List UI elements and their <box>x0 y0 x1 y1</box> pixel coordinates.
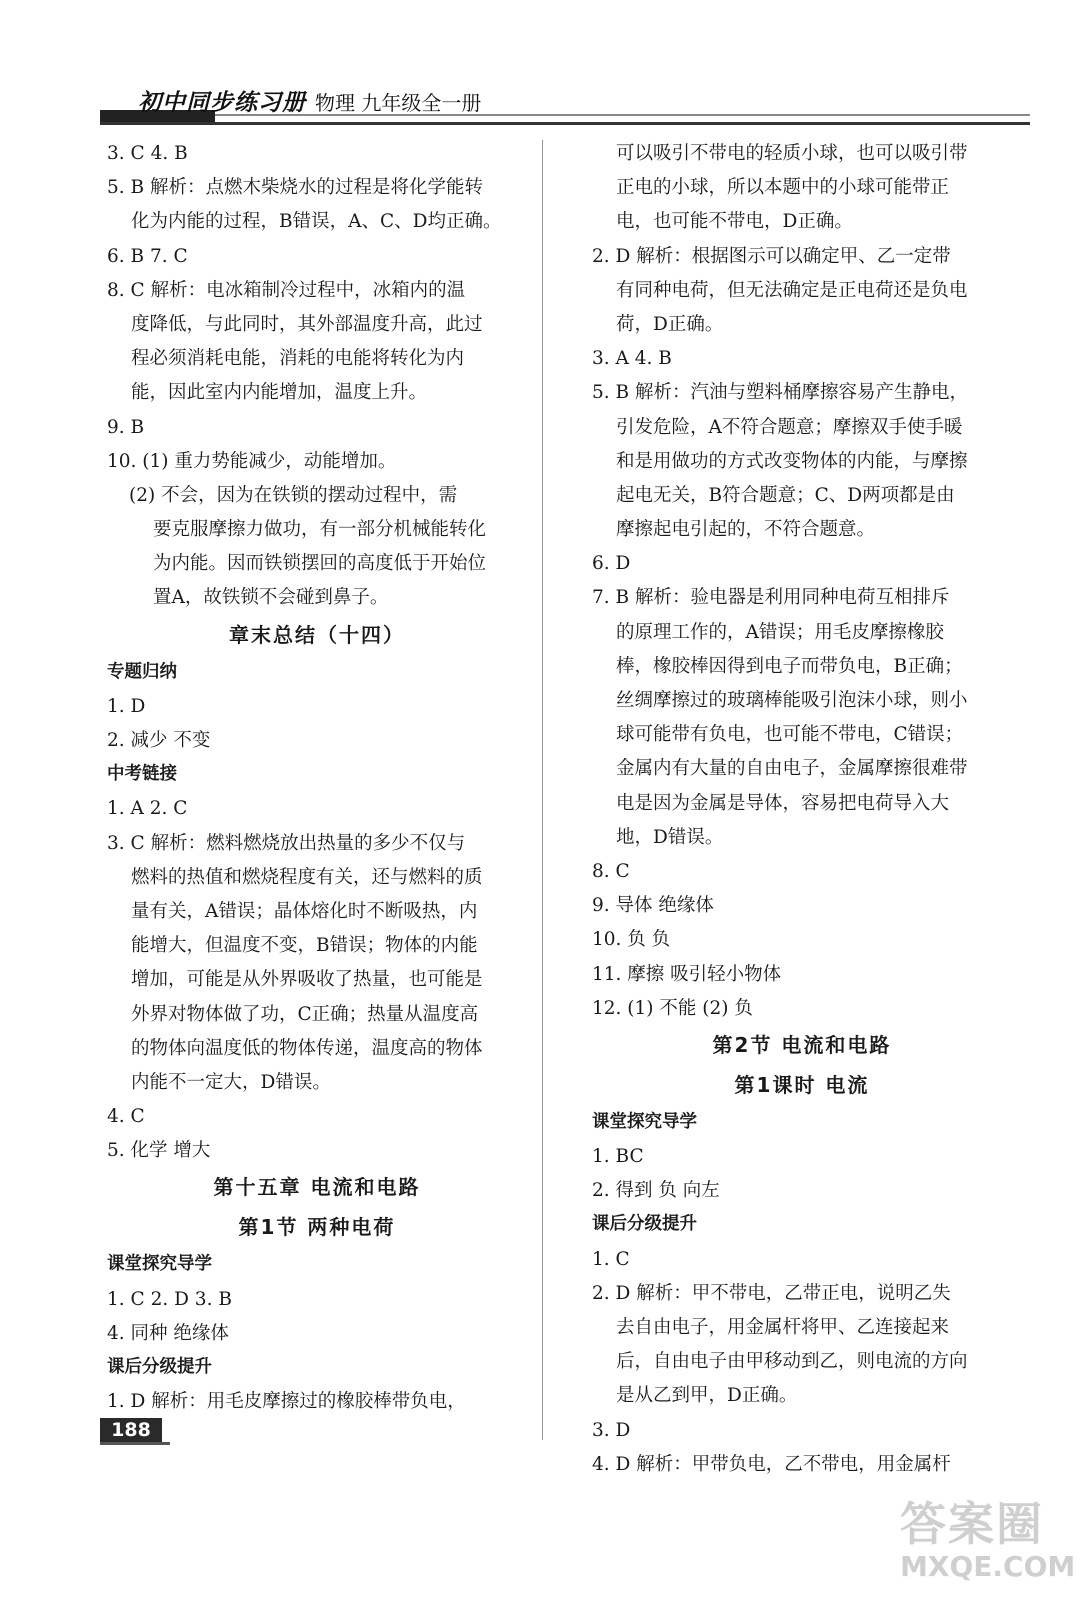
answer-line: 8. C <box>592 860 630 882</box>
answer-line: 2. 减少 不变 <box>107 730 211 751</box>
page-header <box>100 84 1030 130</box>
book-series-title: 初中同步练习册 <box>138 90 306 116</box>
answer-continuation: 电，也可能不带电，D正确。 <box>616 211 853 233</box>
answer-continuation: 置A，故铁锁不会碰到鼻子。 <box>153 587 389 609</box>
answer-line: 3. D <box>592 1419 631 1441</box>
answer-continuation: 的物体向温度低的物体传递，温度高的物体 <box>131 1037 483 1059</box>
answer-line: 7. B 解析：验电器是利用同种电荷互相排斥 <box>592 587 950 609</box>
answer-line: 2. 得到 负 向左 <box>592 1180 720 1202</box>
answer-continuation: 丝绸摩擦过的玻璃棒能吸引泡沫小球，则小 <box>616 690 968 711</box>
section-heading: 章末总结（十四） <box>229 622 405 647</box>
answer-line: 2. D 解析：甲不带电，乙带正电，说明乙失 <box>592 1282 951 1304</box>
page-number: 188 <box>100 1418 162 1442</box>
answer-continuation: 地，D错误。 <box>616 826 724 848</box>
answer-continuation: 增加，可能是从外界吸收了热量，也可能是 <box>131 969 483 991</box>
right-column <box>592 136 1012 1481</box>
answer-continuation: 量有关，A错误；晶体熔化时不断吸热，内 <box>131 900 478 922</box>
answer-line: 4. C <box>107 1106 145 1128</box>
watermark <box>900 1488 1080 1588</box>
answer-continuation: 度降低，与此同时，其外部温度升高，此过 <box>131 313 483 335</box>
header-rule <box>100 122 1030 125</box>
answer-continuation: 化为内能的过程，B错误，A、C、D均正确。 <box>131 211 502 233</box>
answer-continuation: 能，因此室内内能增加，温度上升。 <box>131 382 428 404</box>
watermark-url: MXQE.COM <box>900 1550 1076 1583</box>
answer-continuation: 的原理工作的，A错误；用毛皮摩擦橡胶 <box>616 621 944 643</box>
answer-line: 4. D 解析：甲带负电，乙不带电，用金属杆 <box>592 1453 951 1475</box>
answer-continuation: 有同种电荷，但无法确定是正电荷还是负电 <box>616 279 968 301</box>
answer-line: 5. B 解析：点燃木柴烧水的过程是将化学能转 <box>107 177 484 199</box>
answer-continuation: 能增大，但温度不变，B错误；物体的内能 <box>131 935 478 957</box>
subsection-title: 课后分级提升 <box>107 1357 212 1377</box>
subsection-title: 课后分级提升 <box>592 1214 697 1235</box>
answer-continuation: 起电无关，B符合题意；C、D两项都是由 <box>616 484 955 506</box>
answer-continuation: 摩擦起电引起的，不符合题意。 <box>616 519 876 541</box>
answer-line: 5. 化学 增大 <box>107 1140 211 1162</box>
answer-line: 1. BC <box>592 1146 644 1168</box>
answer-line: 9. B <box>107 416 145 438</box>
answer-continuation: 正电的小球，所以本题中的小球可能带正 <box>616 177 950 199</box>
subsection-title: 课堂探究导学 <box>592 1111 697 1132</box>
answer-line: 3. C 解析：燃料燃烧放出热量的多少不仅与 <box>107 832 466 854</box>
section-heading: 第1节 两种电荷 <box>238 1215 396 1240</box>
answer-line: 6. B 7. C <box>107 245 188 267</box>
answer-line: 8. C 解析：电冰箱制冷过程中，冰箱内的温 <box>107 279 466 301</box>
answer-line: 1. C 2. D 3. B <box>107 1288 232 1310</box>
book-subject: 物理 九年级全一册 <box>315 91 482 115</box>
answer-continuation: 为内能。因而铁锁摆回的高度低于开始位 <box>153 553 487 575</box>
answer-line: 3. C 4. B <box>107 143 188 164</box>
answer-line: 9. 导体 绝缘体 <box>592 895 714 917</box>
answer-line: 10. 负 负 <box>592 929 671 951</box>
section-heading: 第2节 电流和电路 <box>712 1032 892 1057</box>
answer-continuation: 可以吸引不带电的轻质小球，也可以吸引带 <box>616 143 968 164</box>
answer-line: 10. (1) 重力势能减少，动能增加。 <box>107 450 397 472</box>
answer-continuation: 燃料的热值和燃烧程度有关，还与燃料的质 <box>131 866 483 888</box>
answer-line: 5. B 解析：汽油与塑料桶摩擦容易产生静电， <box>592 382 969 404</box>
section-heading: 第十五章 电流和电路 <box>213 1175 421 1200</box>
answer-continuation: 和是用做功的方式改变物体的内能，与摩擦 <box>616 450 968 472</box>
subsection-title: 专题归纳 <box>107 661 177 682</box>
subsection-title: 中考链接 <box>107 764 177 785</box>
answer-continuation: 引发危险，A不符合题意；摩擦双手使手暖 <box>616 416 963 438</box>
answer-line: 3. A 4. B <box>592 348 672 370</box>
answer-line: 1. C <box>592 1248 630 1270</box>
answer-continuation: 程必须消耗电能，消耗的电能将转化为内 <box>131 348 465 370</box>
answer-line: 1. D <box>107 695 146 717</box>
answer-continuation: 后，自由电子由甲移动到乙，则电流的方向 <box>616 1351 968 1373</box>
answer-continuation: 金属内有大量的自由电子，金属摩擦很难带 <box>616 758 968 780</box>
answer-continuation: 荷，D正确。 <box>616 313 724 335</box>
answer-continuation: 电是因为金属是导体，容易把电荷导入大 <box>616 792 950 814</box>
answer-continuation: 是从乙到甲，D正确。 <box>616 1385 798 1407</box>
answer-line: 12. (1) 不能 (2) 负 <box>592 997 753 1019</box>
answer-line: 4. 同种 绝缘体 <box>107 1322 229 1344</box>
answer-continuation: 要克服摩擦力做功，有一部分机械能转化 <box>153 519 487 541</box>
answer-line: 1. A 2. C <box>107 798 188 820</box>
answer-subpart: (2) 不会，因为在铁锁的摆动过程中，需 <box>129 484 458 506</box>
answer-continuation: 内能不一定大，D错误。 <box>131 1071 331 1093</box>
page-number-rule <box>100 1442 170 1445</box>
answer-line: 11. 摩擦 吸引轻小物体 <box>592 963 782 985</box>
watermark-logo: 答案圈 <box>900 1497 1044 1551</box>
section-heading: 第1课时 电流 <box>734 1072 870 1097</box>
answer-continuation: 外界对物体做了功，C正确；热量从温度高 <box>131 1003 479 1025</box>
column-divider <box>542 140 543 1440</box>
answer-continuation: 去自由电子，用金属杆将甲、乙连接起来 <box>616 1317 950 1338</box>
subsection-title: 课堂探究导学 <box>107 1254 212 1275</box>
answer-line: 2. D 解析：根据图示可以确定甲、乙一定带 <box>592 245 951 267</box>
answer-line: 6. D <box>592 553 631 575</box>
answer-continuation: 球可能带有负电，也可能不带电，C错误； <box>616 724 964 746</box>
left-column <box>107 136 527 1418</box>
answer-continuation: 棒，橡胶棒因得到电子而带负电，B正确； <box>616 655 963 677</box>
answer-line: 1. D 解析：用毛皮摩擦过的橡胶棒带负电， <box>107 1391 466 1413</box>
